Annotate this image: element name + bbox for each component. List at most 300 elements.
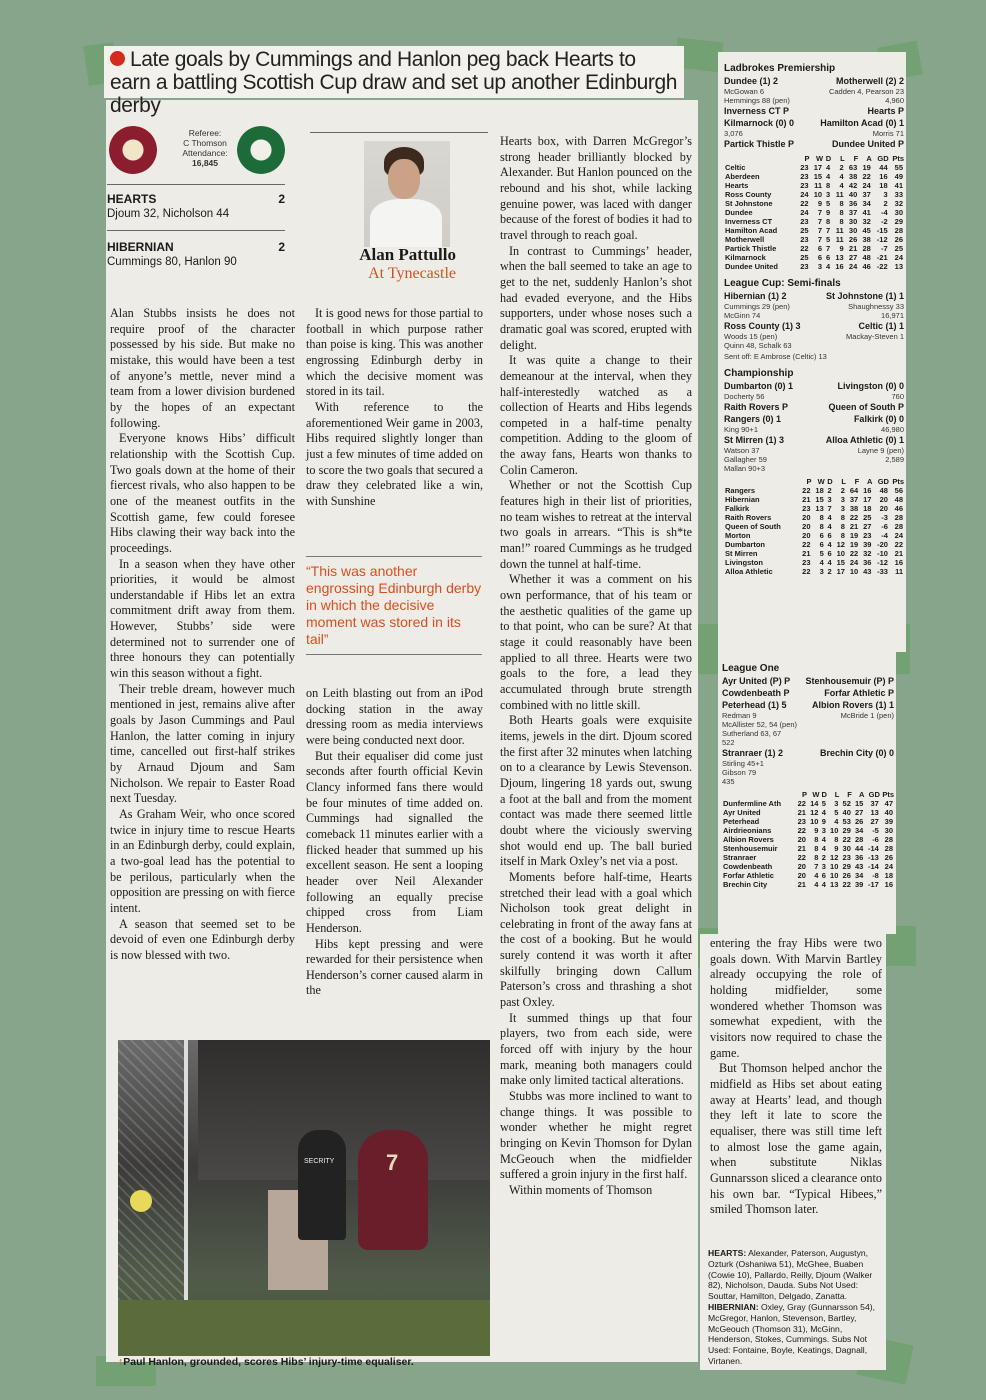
stat-cell: 26	[848, 235, 858, 244]
paragraph: But Thomson helped anchor the midfield as Hibs set about eating away at Hearts’ lead, and though they left it late to score the equaliser, there was still time left to almost lose the game again, when substitute Niklas Gunnarsson sliced a clearance onto his own bar. “Typical Hibees,” smiled Thomson later.	[710, 1061, 882, 1217]
away-team-score: (P) P	[873, 676, 894, 686]
fixture-away	[858, 320, 904, 332]
home-team-score: P	[783, 688, 790, 698]
headline	[104, 46, 684, 117]
team-name: Aberdeen	[725, 172, 760, 181]
league-table-row	[722, 871, 894, 880]
team-name: Hibernian	[725, 495, 760, 504]
header-cell: L	[840, 154, 845, 163]
article-column-2-bottom	[306, 686, 483, 999]
stat-cell: 63	[848, 163, 858, 172]
stat-cell: 32	[894, 199, 903, 208]
stat-cell: 9	[825, 208, 831, 217]
hibernian-crest-icon	[237, 126, 285, 174]
away-team-name: Falkirk	[853, 414, 883, 424]
home-team-name: Ross County	[724, 321, 780, 331]
away-team-score: (2) 2	[885, 76, 904, 86]
stat-cell: 8	[839, 208, 844, 217]
stat-cell: 13	[815, 504, 824, 513]
fixture-scorers	[724, 446, 904, 473]
fixture-home	[724, 290, 787, 302]
league-table-row	[724, 199, 904, 208]
league-table-row	[722, 817, 894, 826]
team-name: Hamilton Acad	[725, 226, 778, 235]
team-name: Cowdenbeath	[723, 862, 773, 871]
paragraph: With reference to the aforementioned Weir game in 2003, Hibs required slightly longer than just a few minutes of time added on to score the two goals that secured a draw they celebrated like a win, with Sunshine	[306, 399, 483, 508]
stat-cell: 8	[840, 522, 845, 531]
fixture-row	[722, 747, 894, 759]
away-team-name: Stenhousemuir	[805, 676, 871, 686]
stat-cell: 12	[836, 540, 845, 549]
away-scorers: 46,980	[881, 425, 904, 434]
home-scorers: King 90+1	[724, 425, 758, 434]
stat-cell: -10	[877, 549, 888, 558]
fixture-home	[724, 320, 801, 332]
stat-cell: 22	[797, 826, 806, 835]
fixture-row	[724, 105, 904, 117]
home-team-score: (0) 0	[775, 118, 795, 128]
stat-cell: 8	[840, 531, 845, 540]
stat-cell: 20	[797, 862, 806, 871]
home-team-name: Dundee	[724, 76, 758, 86]
home-team-name: Raith Rovers	[724, 402, 780, 412]
league-table-row	[724, 262, 904, 271]
stat-cell: 22	[894, 540, 903, 549]
stat-cell: 34	[855, 871, 864, 880]
home-team-score: P	[788, 139, 795, 149]
stat-cell: 3	[821, 862, 826, 871]
stat-cell: 20	[802, 513, 811, 522]
fixture-away	[836, 75, 904, 87]
stat-cell: 27	[870, 817, 879, 826]
team-name: Motherwell	[725, 235, 765, 244]
paragraph: Hibs kept pressing and were rewarded for their persistence when Henderson’s corner caused alarm in the	[306, 936, 483, 998]
paragraph: Within moments of Thomson	[509, 1182, 653, 1197]
away-team-score: (0) 0	[885, 381, 904, 391]
stat-cell: 41	[894, 181, 903, 190]
stat-cell: 16	[884, 880, 893, 889]
stat-cell: 24	[894, 531, 903, 540]
league-table-row	[722, 844, 894, 853]
away-team-name: Brechin City	[819, 748, 873, 758]
stat-cell: 22	[862, 172, 871, 181]
header-cell: Pts	[882, 790, 894, 799]
paragraph: Moments before half-time, Hearts stretched their lead with a goal which Nicholson took great delight in celebrating in front of the away fans at the cost of a booking. But he would surely contend it was worth it after skilfully bringing down Callum Paterson’s cross and thrashing a shot past Oxley.	[500, 869, 692, 1010]
team-name: Partick Thistle	[725, 244, 777, 253]
fixture-away	[832, 138, 904, 150]
stat-cell: 8	[839, 199, 844, 208]
stat-cell: 9	[839, 244, 844, 253]
stat-cell: 10	[810, 817, 819, 826]
stat-cell: 25	[894, 244, 903, 253]
fixture-row	[722, 687, 894, 699]
league-table-row	[724, 495, 904, 504]
stat-cell: 8	[814, 835, 819, 844]
league-table	[722, 790, 894, 889]
home-scorers: Cummings 29 (pen) McGinn 74	[724, 302, 790, 320]
stat-cell: 22	[849, 513, 859, 522]
away-team-name: Celtic	[858, 321, 883, 331]
stat-cell: 4	[814, 871, 819, 880]
stat-cell: 36	[848, 199, 858, 208]
stat-cell: 23	[800, 172, 809, 181]
stat-cell: 30	[848, 217, 858, 226]
author-portrait	[364, 141, 450, 247]
fixture-away	[826, 290, 904, 302]
home-team-name: Inverness CT	[724, 106, 781, 116]
stat-cell: 6	[819, 531, 824, 540]
stat-cell: 21	[802, 549, 811, 558]
stat-cell: 26	[855, 817, 864, 826]
stat-cell: 4	[821, 844, 826, 853]
away-score: 2	[278, 240, 285, 254]
stat-cell: -6	[881, 522, 888, 531]
away-team-score: (1) 1	[885, 321, 904, 331]
fixture-home	[724, 413, 781, 425]
header-cell: A	[867, 477, 873, 486]
stat-cell: 22	[800, 199, 809, 208]
stat-cell: 49	[894, 172, 903, 181]
stat-cell: 22	[797, 799, 806, 808]
away-team-score: P	[897, 402, 904, 412]
stat-cell: 21	[849, 522, 859, 531]
league-table-row	[724, 217, 904, 226]
fixture-home	[722, 687, 790, 699]
stat-cell: -4	[880, 208, 888, 217]
league-table-row	[724, 172, 904, 181]
stat-cell: 10	[813, 190, 823, 199]
stat-cell: 20	[797, 871, 806, 880]
stat-cell: 64	[849, 486, 859, 495]
header-cell: P	[804, 154, 810, 163]
paragraph: entering the fray Hibs were two goals down. With Marvin Bartley already occupying the role of holding midfielder, some wondered whether Thomson was somewhat expedient, with the visitors now required to chase the game.	[710, 936, 882, 1060]
stat-cell: 8	[834, 835, 839, 844]
stat-cell: 26	[842, 871, 851, 880]
stat-cell: 28	[894, 522, 903, 531]
stat-cell: 22	[797, 853, 806, 862]
away-team-name: Queen of South	[828, 402, 896, 412]
home-team-score: P	[782, 402, 789, 412]
home-score: 2	[278, 192, 285, 206]
stat-cell: 7	[817, 208, 823, 217]
stat-cell: 17	[836, 567, 845, 576]
stat-cell: 21	[797, 844, 806, 853]
stat-cell: 7	[827, 504, 832, 513]
header-blank	[722, 790, 795, 799]
home-team-score: (1) 3	[765, 435, 785, 445]
home-team-score: (1) 2	[759, 76, 779, 86]
away-team: HIBERNIAN	[107, 240, 174, 254]
home-team-name: Cowdenbeath	[722, 688, 782, 698]
stat-cell: -20	[877, 540, 888, 549]
stat-cell: 56	[894, 486, 903, 495]
stat-cell: 7	[817, 217, 823, 226]
fixture-home	[724, 75, 778, 87]
hearts-player	[358, 1130, 428, 1250]
fixture-scorers	[724, 129, 904, 138]
fixture-away	[828, 401, 904, 413]
league-table-row	[724, 163, 904, 172]
team-name: Forfar Athletic	[723, 871, 774, 880]
stat-cell: 24	[849, 558, 859, 567]
stat-cell: 10	[830, 826, 839, 835]
stat-cell: 7	[817, 235, 823, 244]
away-team-score: P	[897, 139, 904, 149]
away-team-name: St Johnstone	[825, 291, 883, 301]
fixture-away	[812, 699, 894, 711]
stat-cell: 9	[834, 844, 839, 853]
stat-cell: -33	[877, 567, 888, 576]
stat-cell: 37	[849, 495, 859, 504]
team-name: Dundee United	[725, 262, 778, 271]
stat-cell: -6	[872, 835, 879, 844]
stat-cell: 13	[870, 808, 879, 817]
header-cell: A	[866, 154, 872, 163]
stat-cell: 19	[862, 163, 871, 172]
stat-cell: 25	[800, 253, 809, 262]
stat-cell: 6	[821, 871, 826, 880]
stat-cell: 22	[802, 540, 811, 549]
stat-cell: 36	[855, 853, 864, 862]
author-shirt	[370, 199, 442, 247]
stat-cell: 5	[821, 799, 826, 808]
stat-cell: 10	[830, 871, 839, 880]
fixture-row	[724, 290, 904, 302]
stat-cell: 23	[842, 853, 851, 862]
paragraph: A season that seemed set to be devoid of even one Edinburgh derby is now blessed with two.	[110, 916, 295, 962]
fixture-away	[826, 434, 904, 446]
stat-cell: 9	[817, 199, 823, 208]
stat-cell: 20	[802, 522, 811, 531]
league-table-row	[722, 799, 894, 808]
stat-cell: 24	[884, 862, 893, 871]
home-team-score: (0) 1	[762, 414, 782, 424]
stat-cell: 24	[862, 181, 871, 190]
away-team-score: P	[887, 688, 894, 698]
league-table-row	[724, 208, 904, 217]
stat-cell: -13	[868, 853, 879, 862]
stat-cell: 8	[840, 513, 845, 522]
author-face	[388, 159, 420, 199]
table-section-title: League One	[722, 663, 780, 674]
stat-cell: -2	[880, 217, 888, 226]
league-table-row	[722, 862, 894, 871]
team-name: Ross County	[725, 190, 772, 199]
stat-cell: 23	[802, 504, 811, 513]
home-team-score: (0) 1	[774, 381, 794, 391]
league-table-row	[724, 253, 904, 262]
stat-cell: 7	[817, 226, 823, 235]
stat-cell: 36	[863, 558, 872, 567]
header-cell: W	[815, 154, 824, 163]
league-table-row	[724, 190, 904, 199]
team-name: Peterhead	[723, 817, 760, 826]
stat-cell: 8	[825, 217, 831, 226]
away-team-score: (0) 1	[885, 118, 904, 128]
stat-cell: 30	[842, 844, 851, 853]
match-photo	[118, 1040, 490, 1356]
fixture-note: Sent off: E Ambrose (Celtic) 13	[724, 352, 827, 361]
stat-cell: 44	[855, 844, 864, 853]
away-scorers: Shaughnessy 33 16,971	[848, 302, 904, 320]
away-team-name: Forfar Athletic	[824, 688, 886, 698]
stat-cell: 23	[800, 262, 809, 271]
stat-cell: 10	[849, 567, 859, 576]
team-name: Dumbarton	[725, 540, 765, 549]
league-table-row	[724, 567, 904, 576]
article-column-3	[500, 134, 692, 1199]
stat-cell: 43	[863, 567, 872, 576]
home-team-name: Kilmarnock	[724, 118, 774, 128]
stat-cell: 6	[819, 540, 824, 549]
team-name: Ayr United	[723, 808, 761, 817]
stat-cell: 9	[821, 817, 826, 826]
stat-cell: 3	[819, 567, 824, 576]
stat-cell: 4	[825, 172, 831, 181]
stat-cell: 34	[862, 199, 871, 208]
headline-text: Late goals by Cummings and Hanlon peg back Hearts to earn a battling Scottish Cup draw and set up another Edinburgh derby	[110, 48, 678, 117]
away-team-score: (0) 0	[875, 748, 894, 758]
league-table-row	[724, 504, 904, 513]
stat-cell: 13	[894, 262, 903, 271]
stat-cell: 11	[835, 235, 844, 244]
stat-cell: 48	[879, 486, 888, 495]
caption-text: Paul Hanlon, grounded, scores Hibs’ injury-time equaliser.	[123, 1356, 414, 1368]
stat-cell: 40	[884, 808, 893, 817]
home-team-name: Hibernian	[724, 291, 766, 301]
header-cell: GD	[877, 154, 889, 163]
league-table	[724, 154, 904, 271]
stat-cell: 17	[863, 495, 872, 504]
home-team: HEARTS	[107, 192, 157, 206]
stat-cell: 28	[894, 513, 903, 522]
home-team-score: (1) 3	[782, 321, 801, 331]
fixture-scorers	[724, 392, 904, 401]
stat-cell: 20	[797, 835, 806, 844]
stat-cell: 6	[817, 253, 823, 262]
home-team-score: (1) 5	[768, 700, 787, 710]
stat-cell: 7	[825, 226, 831, 235]
header-blank	[724, 477, 798, 486]
stat-cell: 47	[884, 799, 893, 808]
fixture-scorers	[724, 332, 904, 350]
stat-cell: 27	[863, 522, 872, 531]
away-team-score: (1) 1	[885, 291, 904, 301]
stat-cell: 23	[797, 817, 806, 826]
team-name: Raith Rovers	[725, 513, 772, 522]
stat-cell: 5	[825, 235, 831, 244]
stat-cell: 18	[879, 181, 888, 190]
stat-cell: 3	[825, 190, 831, 199]
stat-cell: 19	[849, 540, 859, 549]
fixture-away	[805, 675, 894, 687]
stat-cell: 11	[835, 226, 844, 235]
away-scorers: McBride 1 (pen)	[840, 711, 894, 720]
lineup-hearts: Alexander, Paterson, Augustyn, Ozturk (Oshaniwa 51), McGhee, Buaben (Cowie 10), Pallardo, Reilly, Djoum (Walker 82), Nicholson, Dauda. Subs Not Used: Souttar, Hamilton, Delgado, Zanatta.	[708, 1248, 873, 1302]
stat-cell: 16	[879, 172, 888, 181]
stat-cell: -7	[880, 244, 888, 253]
stat-cell: 18	[863, 504, 872, 513]
ball-icon	[130, 1190, 152, 1212]
stat-cell: 41	[862, 208, 871, 217]
stat-cell: 12	[830, 853, 839, 862]
league-one-tables	[722, 656, 894, 889]
away-team-name: Albion Rovers	[811, 700, 873, 710]
stat-cell: 3	[840, 495, 845, 504]
stat-cell: 30	[848, 226, 858, 235]
hearts-crest-icon	[109, 126, 157, 174]
stat-cell: 13	[835, 253, 844, 262]
stat-cell: 4	[839, 172, 844, 181]
fixture-row	[724, 380, 904, 392]
stat-cell: 24	[800, 190, 809, 199]
stat-cell: 25	[863, 513, 872, 522]
league-table-row	[724, 235, 904, 244]
stat-cell: 3	[834, 799, 839, 808]
paragraph: In contrast to Cummings’ header, when the ball seemed to take an age to get to the net, suddenly Hanlon’s shot had evaded everyone, and the Hibs supporters, under whose noses such a dramatic goal was scored, erupted with delight.	[500, 243, 692, 352]
stat-cell: 8	[814, 844, 819, 853]
table-section-title: Championship	[724, 368, 794, 379]
league-table-row	[724, 244, 904, 253]
away-team-score: (0) 1	[885, 435, 904, 445]
home-scorers: Watson 37 Gallagher 59 Mallan 90+3	[724, 446, 767, 473]
caption-arrow-icon: ↑	[118, 1356, 124, 1368]
stat-cell: 23	[800, 235, 809, 244]
fixture-home	[724, 117, 794, 129]
referee-label: Referee:	[188, 128, 222, 138]
stat-cell: 46	[862, 262, 871, 271]
header-cell: L	[834, 790, 840, 799]
stat-cell: 14	[810, 799, 819, 808]
away-team-score: (0) 0	[885, 414, 904, 424]
stat-cell: 27	[855, 808, 864, 817]
paragraph: Hearts box, with Darren McGregor’s strong header brilliantly blocked by Alexander. But Hanlon pounced on the rebound and his shot, while lacking genuine power, was laced with danger because of the forest of bodies it had to travel through to reach goal.	[500, 134, 692, 242]
stat-cell: 4	[827, 522, 832, 531]
home-team-name: Stranraer	[722, 748, 763, 758]
stat-cell: 5	[819, 549, 824, 558]
stat-cell: 34	[855, 826, 864, 835]
stat-cell: 23	[802, 558, 811, 567]
stat-cell: 37	[862, 190, 871, 199]
stat-cell: 38	[848, 172, 858, 181]
stat-cell: 23	[800, 163, 809, 172]
stat-cell: 43	[855, 862, 864, 871]
fixture-home	[724, 380, 793, 392]
stat-cell: 4	[827, 558, 832, 567]
stat-cell: 2	[827, 486, 832, 495]
home-team-name: Ayr United	[722, 676, 768, 686]
stat-cell: 15	[815, 495, 824, 504]
stat-cell: 32	[863, 549, 872, 558]
fixture-scorers	[724, 302, 904, 320]
shirt-number: 7	[386, 1150, 399, 1175]
home-team-score: (1) 2	[764, 748, 784, 758]
stat-cell: 37	[870, 799, 879, 808]
header-cell: GD	[877, 477, 889, 486]
attendance-label: Attendance:	[182, 148, 228, 158]
stat-cell: 22	[802, 486, 811, 495]
stat-cell: 22	[800, 244, 809, 253]
article-column-4	[710, 936, 882, 1218]
fixture-row	[724, 413, 904, 425]
referee-name: C Thomson	[183, 138, 227, 148]
fixture-home	[722, 699, 787, 711]
league-table-header	[724, 154, 904, 163]
fixture-away	[820, 747, 894, 759]
attendance-value: 16,845	[192, 158, 218, 168]
home-team-name: St Mirren	[724, 435, 764, 445]
stat-cell: 28	[894, 226, 903, 235]
